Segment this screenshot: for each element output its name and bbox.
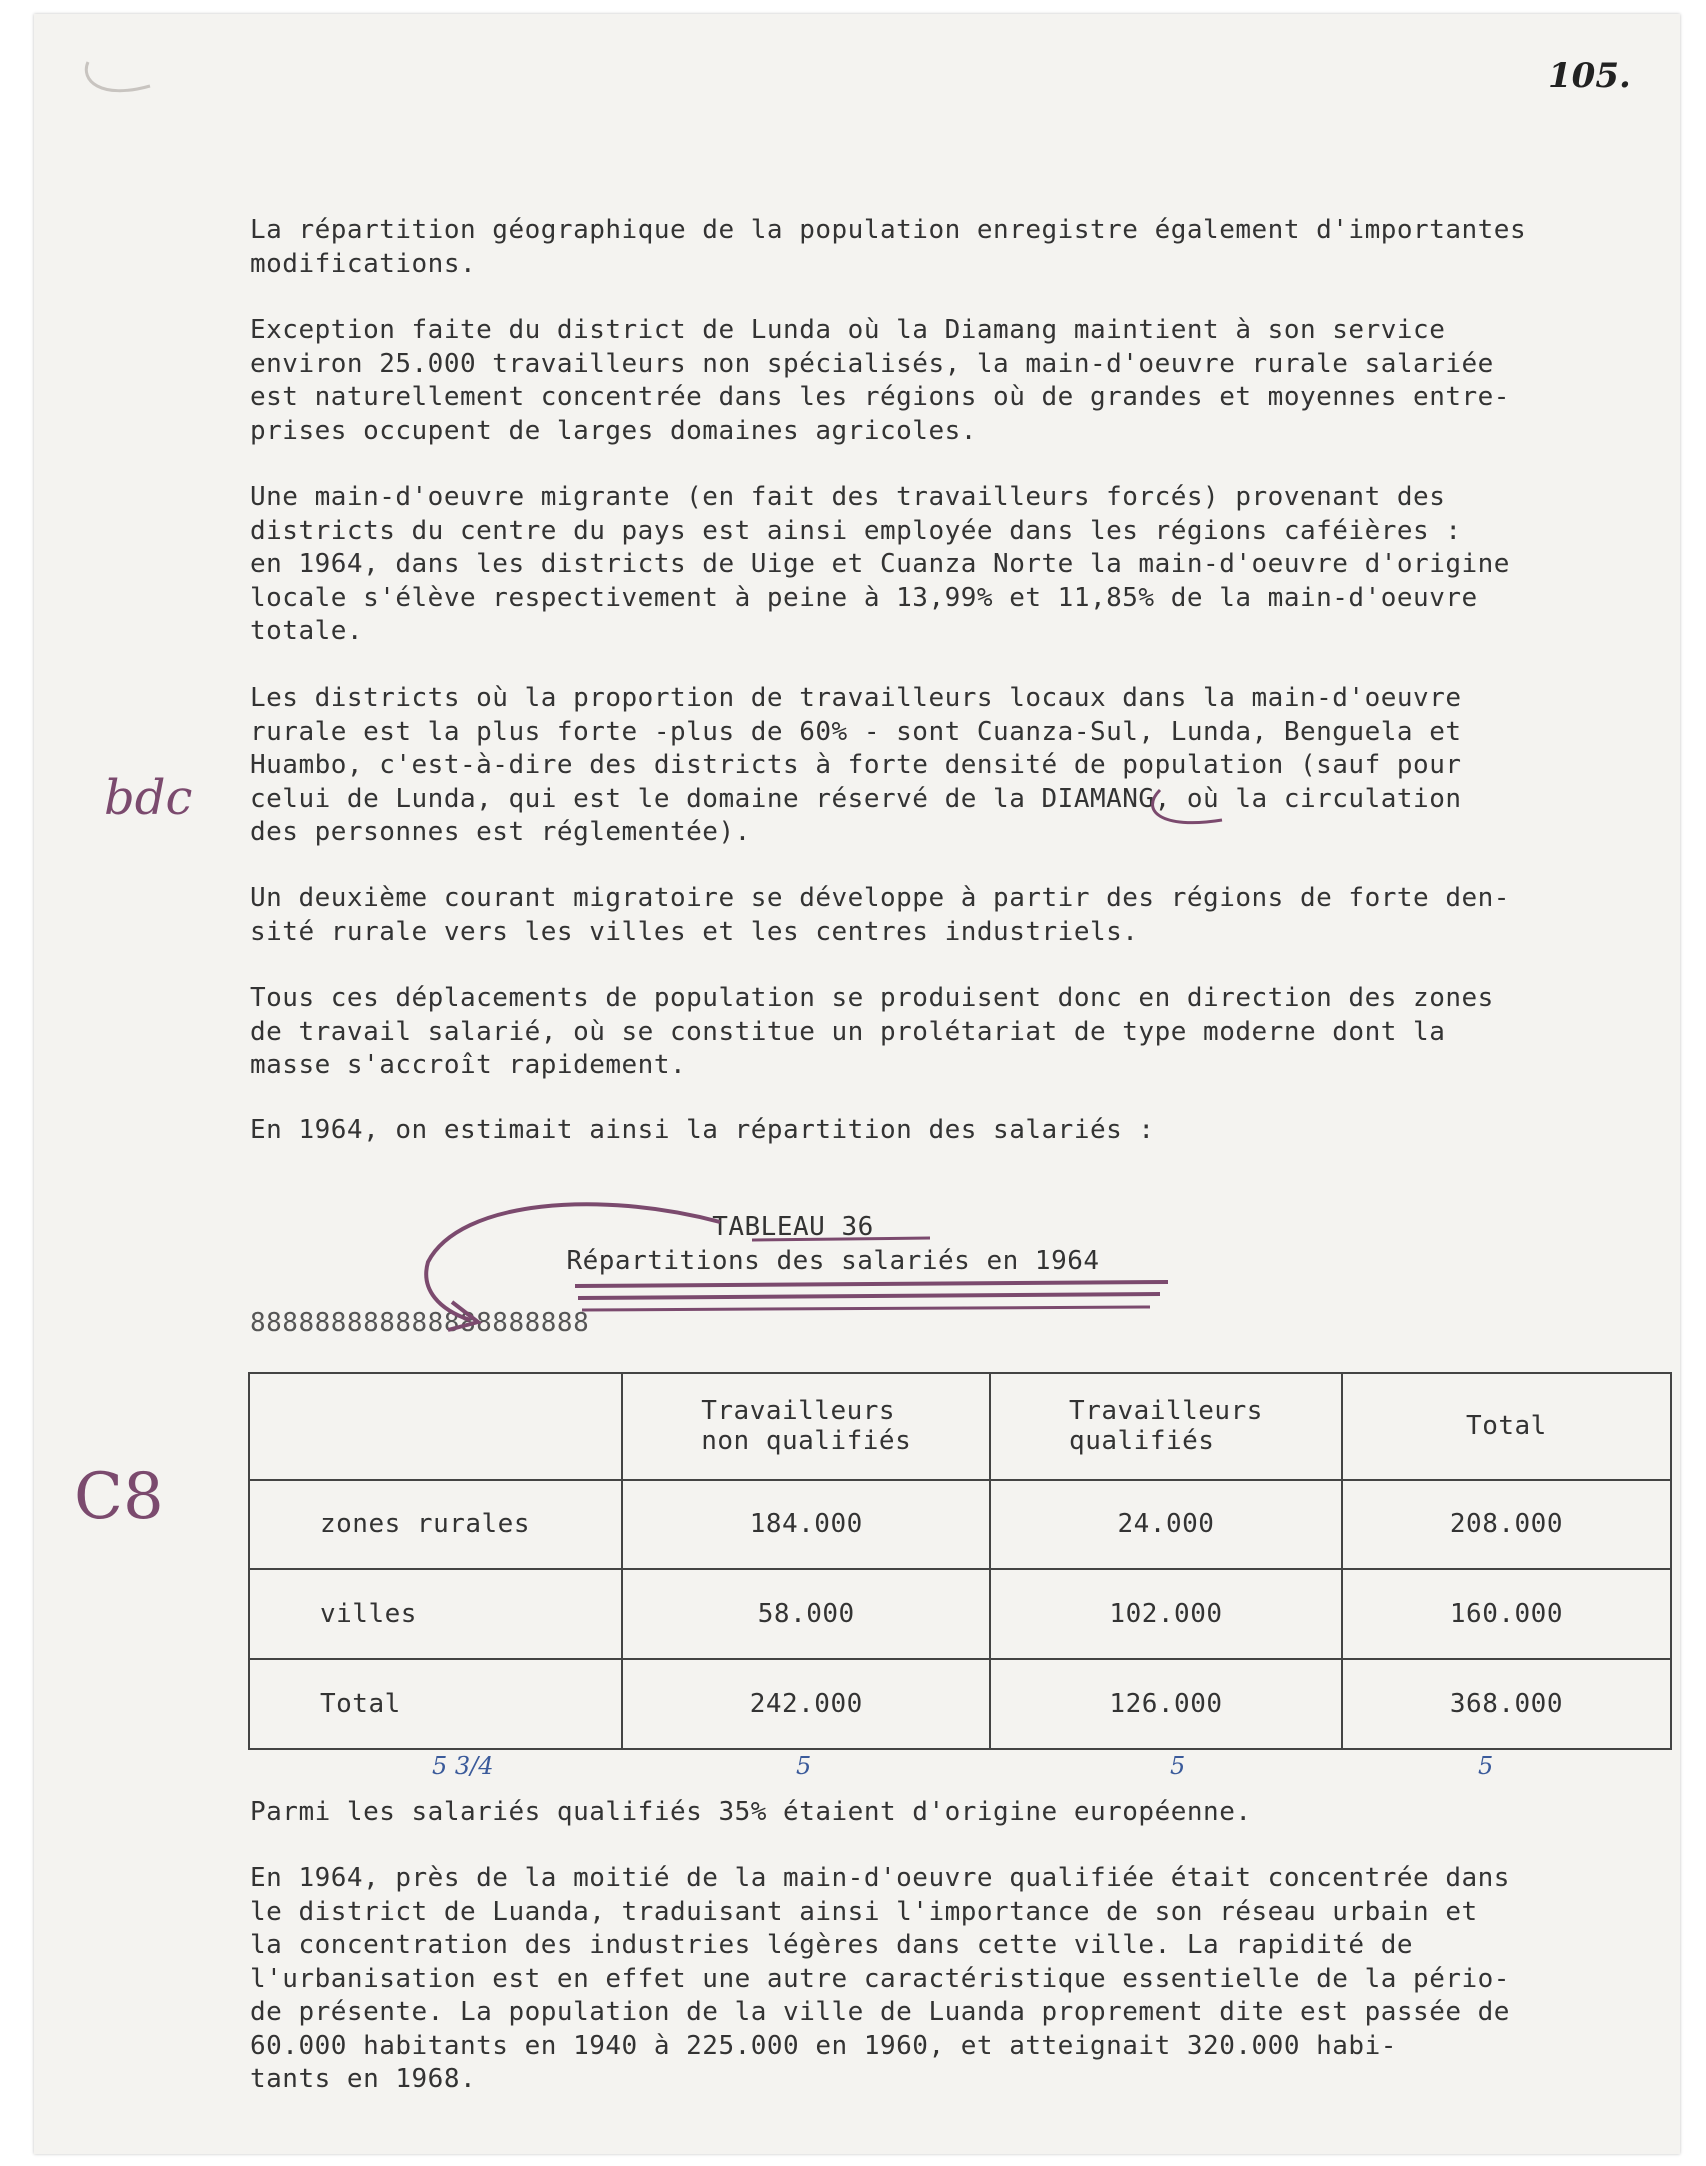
paragraph-9: En 1964, près de la moitié de la main-d'oeuvre qualifiée était concentrée dans le district de Luanda, traduisant ainsi l'importance de son réseau urbain et la concentration des industries légères dans cette ville. La rapidité de l'urbanisation est en effet une autre caractéristique essentielle de la pério- de présente. La population de la ville de Luanda proprement dite est passée de 60.000 habitants en 1940 à 225.000 en 1960, et atteignait 320.000 habi- tants en 1968. — [250, 1863, 1510, 2094]
paragraph-1: La répartition géographique de la population enregistre également d'importantes modifications. — [250, 215, 1527, 279]
col-mark-1: 5 3/4 — [432, 1752, 494, 1780]
typed-filler: 888888888888888888888 — [250, 1308, 590, 1338]
table-label: TABLEAU 36 — [712, 1212, 874, 1242]
cell-towns-skilled: 102.000 — [990, 1569, 1342, 1659]
cell-total-unskilled: 242.000 — [622, 1659, 990, 1749]
cell-rural-unskilled: 184.000 — [622, 1480, 990, 1570]
table-caption: Répartitions des salariés en 1964 — [566, 1246, 1100, 1276]
paragraph-3: Une main-d'oeuvre migrante (en fait des travailleurs forcés) provenant des districts du centre du pays est ainsi employée dans les régions caféières : en 1964, dans les districts de Uige et Cuanza Norte la main-d'oeuvre d'origine locale s'élève respectivement à peine à 13,99% et 11,85% de la main-d'oeuvre totale. — [250, 482, 1510, 646]
header-total: Total — [1342, 1373, 1671, 1480]
cell-total-skilled: 126.000 — [990, 1659, 1342, 1749]
cell-rural-skilled: 24.000 — [990, 1480, 1342, 1570]
paragraph-8: Parmi les salariés qualifiés 35% étaient d'origine européenne. — [250, 1797, 1252, 1827]
label-underline — [752, 1238, 930, 1240]
cell-rural-total: 208.000 — [1342, 1480, 1671, 1570]
caption-underline-3 — [582, 1307, 1150, 1310]
arrow-curve — [426, 1204, 720, 1320]
cell-total-total: 368.000 — [1342, 1659, 1671, 1749]
row-label-total: Total — [249, 1659, 622, 1749]
row-label-rural: zones rurales — [249, 1480, 622, 1570]
cell-towns-unskilled: 58.000 — [622, 1569, 990, 1659]
page-number: 105. — [1548, 56, 1631, 96]
paragraph-7: En 1964, on estimait ainsi la répartition des salariés : — [250, 1115, 1155, 1145]
col-mark-4: 5 — [1478, 1752, 1494, 1780]
col-mark-3: 5 — [1170, 1752, 1186, 1780]
paragraph-2: Exception faite du district de Lunda où la Diamang maintient à son service environ 25.000 travailleurs non spécialisés, la main-d'oeuvre rurale salariée est naturellement concentrée dans les régions où de grandes et moyennes entre- prises occupent de larges domaines agricoles. — [250, 315, 1510, 446]
caption-underline-1 — [575, 1282, 1168, 1286]
col-mark-2: 5 — [796, 1752, 812, 1780]
paragraph-4: Les districts où la proportion de travailleurs locaux dans la main-d'oeuvre rurale est la plus forte -plus de 60% - sont Cuanza-Sul, Lunda, Benguela et Huambo, c'est-à-dire des districts à forte densité de population (sauf pour celui de Lunda, qui est le domaine réservé de la DIAMANG, où la circulation des personnes est réglementée). — [250, 683, 1462, 847]
header-skilled: Travailleurs qualifiés — [990, 1373, 1342, 1480]
header-unskilled: Travailleurs non qualifiés — [622, 1373, 990, 1480]
row-label-towns: villes — [249, 1569, 622, 1659]
diamang-mark — [1153, 790, 1222, 823]
cell-towns-total: 160.000 — [1342, 1569, 1671, 1659]
margin-note-bdc: bdc — [104, 770, 193, 826]
corner-smudge — [86, 62, 150, 91]
margin-note-c8: C8 — [74, 1460, 164, 1534]
paragraph-6: Tous ces déplacements de population se produisent donc en direction des zones de travail salarié, où se constitue un prolétariat de type moderne dont la masse s'accroît rapidement. — [250, 983, 1494, 1080]
paragraph-5: Un deuxième courant migratoire se développe à partir des régions de forte den- sité rurale vers les villes et les centres industriels. — [250, 883, 1510, 947]
caption-underline-2 — [578, 1294, 1160, 1298]
